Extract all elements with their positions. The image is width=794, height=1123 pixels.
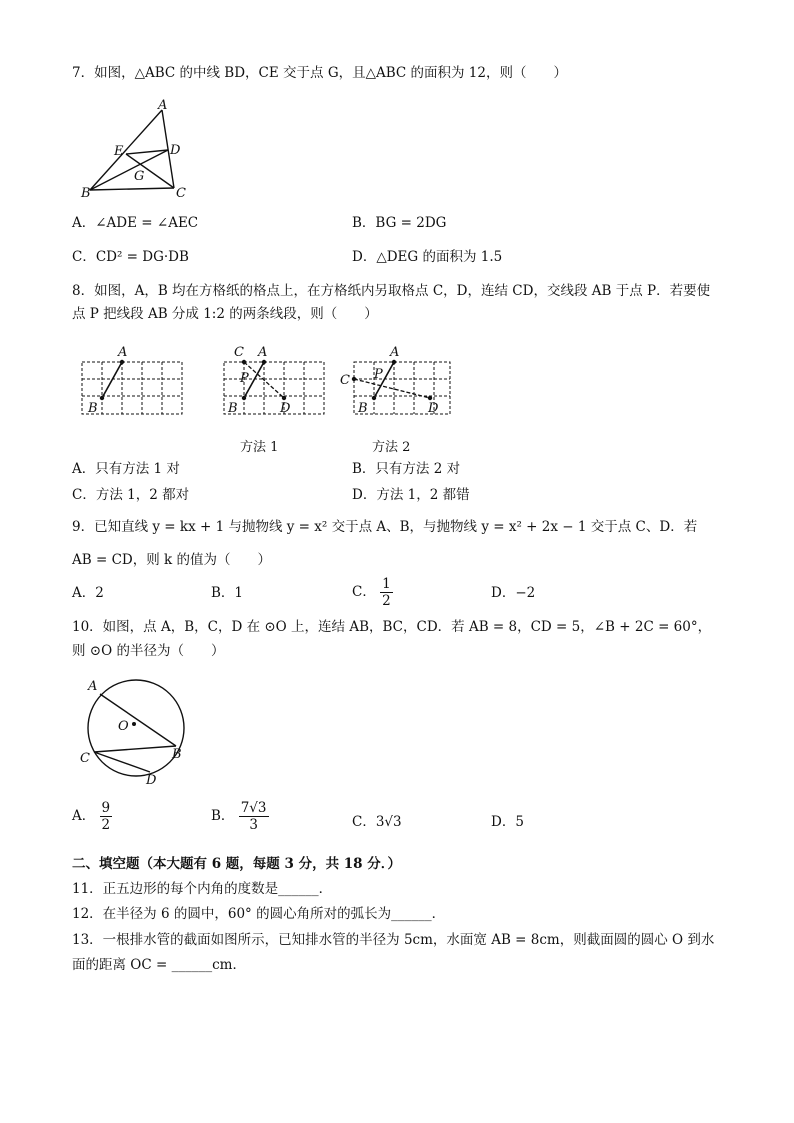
q8-fig3-label-p: P [374,367,383,382]
q10-label-c: C [80,751,90,766]
q10-option-b-fraction [239,800,269,833]
q10-label-a: A [88,679,98,694]
q12-stem: 12．在半径为 6 的圆中，60° 的圆心角所对的弧长为______． [72,906,446,922]
q9-option-c-denominator: 2 [382,593,391,609]
q10-label-d: D [146,773,157,788]
q8-option-a[interactable]: A．只有方法 1 对 [72,461,180,477]
q8-fig3-label-a: A [390,345,400,360]
q10-option-c[interactable]: C．3√3 [352,814,402,830]
q7-label-d: D [170,143,181,158]
q9-stem-line2: AB = CD，则 k 的值为（ ） [72,552,271,568]
q8-caption-method-2: 方法 2 [372,440,411,455]
q9-option-c-fraction [380,576,393,609]
q10-stem-line2: 则 ⊙O 的半径为（ ） [72,643,225,659]
q8-fig3-label-c: C [340,373,350,388]
q9-option-a[interactable]: A．2 [72,585,104,601]
q10-stem-line1: 10．如图，点 A，B，C，D 在 ⊙O 上，连结 AB，BC，CD．若 AB = 8，CD = 5，∠B + 2C = 60°， [72,619,712,635]
q9-option-c[interactable] [352,576,393,609]
q7-label-g: G [134,169,145,184]
q9-stem-line1: 9．已知直线 y = kx + 1 与抛物线 y = x² 交于点 A、B，与抛物线 y = x² + 2x − 1 交于点 C、D．若 [72,519,698,535]
q10-label-b: B [172,747,182,762]
q13-stem-line2: 面的距离 OC = ______cm． [72,957,246,973]
q7-label-c: C [176,186,186,198]
q10-option-a-numerator: 9 [101,800,111,816]
q10-option-a-prefix: A． [72,808,96,824]
q8-fig2-label-d: D [280,401,291,416]
q8-fig2-label-b: B [228,401,238,416]
q8-option-b[interactable]: B．只有方法 2 对 [352,461,461,477]
q8-grid-figure-2 [220,342,330,420]
q10-option-b-prefix: B． [211,808,235,824]
q8-fig1-label-a: A [118,345,128,360]
q8-fig1-label-b: B [88,401,98,416]
q9-option-c-prefix: C． [352,584,376,600]
q10-option-b-numerator: 7√3 [240,800,267,816]
q10-label-o: O [118,719,129,734]
q13-stem-line1: 13．一根排水管的截面如图所示，已知排水管的半径为 5cm，水面宽 AB = 8cm，则截面圆的圆心 O 到水 [72,932,715,948]
q8-fig2-label-c: C [234,345,244,360]
q7-triangle-figure [78,98,190,198]
q7-option-b[interactable]: B．BG = 2DG [352,215,447,231]
q7-label-a: A [158,98,168,113]
q7-label-e: E [114,144,124,159]
q10-option-b-denominator: 3 [249,817,258,833]
q8-caption-method-1: 方法 1 [240,440,279,455]
q8-fig3-label-b: B [358,401,368,416]
q7-label-b: B [81,186,91,198]
q11-stem: 11．正五边形的每个内角的度数是______． [72,881,333,897]
q8-stem-line2: 点 P 把线段 AB 分成 1:2 的两条线段，则（ ） [72,306,378,322]
q8-fig3-label-d: D [428,401,439,416]
q8-grid-figure-1 [78,342,188,420]
q10-circle-figure [76,672,192,788]
q9-option-b[interactable]: B．1 [211,585,244,601]
q10-option-a[interactable] [72,800,112,833]
q7-option-d[interactable]: D．△DEG 的面积为 1.5 [352,249,503,265]
q10-option-a-fraction [100,800,113,833]
q10-option-b[interactable] [211,800,269,833]
q8-grid-figure-3 [340,342,456,420]
q7-stem: 7．如图，△ABC 的中线 BD，CE 交于点 G，且△ABC 的面积为 12，则（ ） [72,65,567,81]
q9-option-c-numerator: 1 [382,576,391,592]
q8-option-c[interactable]: C．方法 1，2 都对 [72,487,190,503]
q10-option-d[interactable]: D．5 [491,814,524,830]
q10-option-a-denominator: 2 [101,817,111,833]
q8-fig2-label-a: A [258,345,268,360]
q8-stem-line1: 8．如图，A，B 均在方格纸的格点上，在方格纸内另取格点 C，D，连结 CD，交线段 AB 于点 P．若要使 [72,283,711,299]
q9-option-d[interactable]: D．−2 [491,585,536,601]
q7-option-c[interactable]: C．CD² = DG·DB [72,249,189,265]
q7-option-a[interactable]: A．∠ADE = ∠AEC [72,215,199,231]
section-2-title: 二、填空题（本大题有 6 题，每题 3 分，共 18 分．） [72,856,402,872]
q8-option-d[interactable]: D．方法 1，2 都错 [352,487,470,503]
q8-fig2-label-p: P [240,371,249,386]
